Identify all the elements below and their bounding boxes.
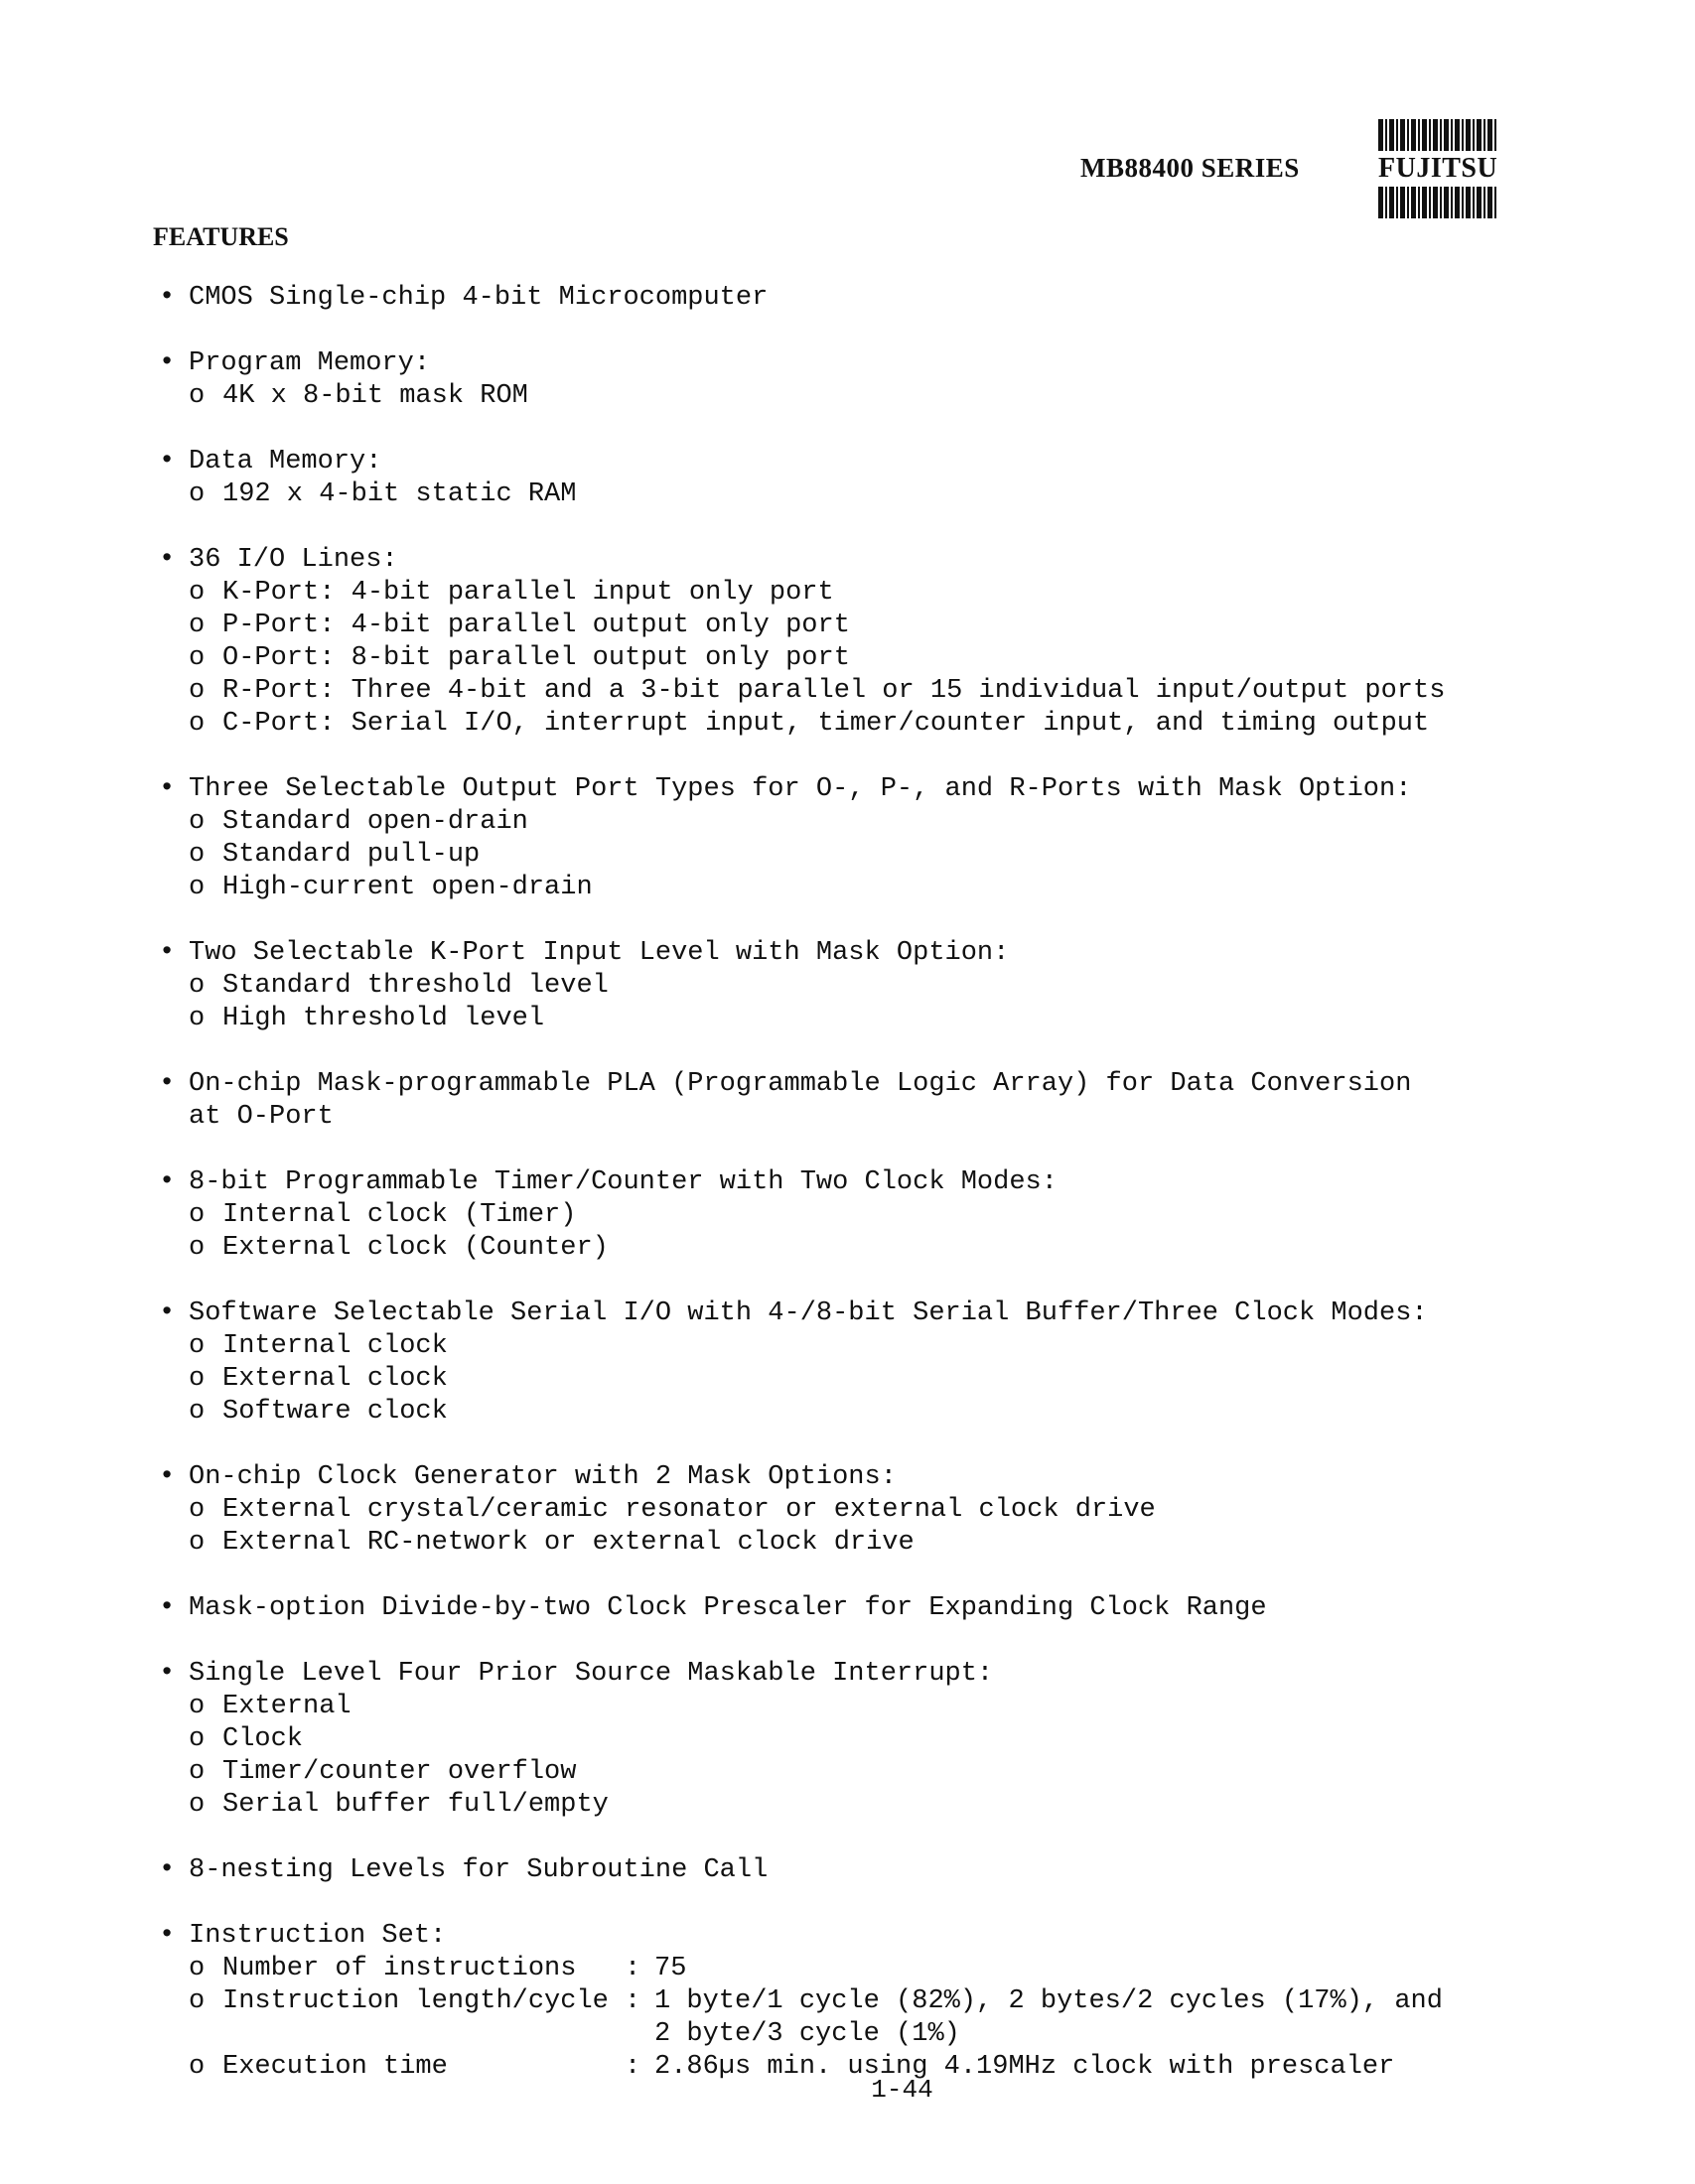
bullet-icon: •	[159, 774, 176, 804]
feature-subitem	[159, 675, 1549, 708]
sub-bullet-icon: o	[189, 1495, 206, 1525]
bullet-icon: •	[159, 1167, 176, 1197]
feature-subitem	[159, 1494, 1549, 1527]
feature-line	[159, 1068, 1549, 1101]
sub-bullet-icon: o	[189, 1528, 206, 1558]
page-number: 1-44	[871, 2075, 933, 2105]
feature-item	[159, 282, 1549, 315]
sub-bullet-icon: o	[189, 1364, 206, 1394]
instruction-label: Execution time	[222, 2052, 448, 2082]
sub-item-text: C-Port: Serial I/O, interrupt input, timer/counter input, and timing output	[222, 709, 1430, 739]
sub-item-text: Standard open-drain	[222, 807, 528, 837]
instruction-colon: :	[625, 1986, 641, 2016]
sub-bullet-icon: o	[189, 479, 206, 509]
feature-subitem	[159, 1396, 1549, 1429]
feature-text: 36 I/O Lines:	[189, 545, 398, 575]
instruction-colon: :	[625, 2052, 641, 2082]
feature-subitem	[159, 1723, 1549, 1756]
instruction-value-continuation: 2 byte/3 cycle (1%)	[654, 2019, 960, 2049]
instruction-row	[159, 1985, 1549, 2018]
sub-item-text: External crystal/ceramic resonator or external clock drive	[222, 1495, 1156, 1525]
feature-text: On-chip Clock Generator with 2 Mask Options:	[189, 1462, 897, 1492]
sub-bullet-icon: o	[189, 676, 206, 706]
feature-item	[159, 1658, 1549, 1822]
sub-item-text: High threshold level	[222, 1004, 545, 1033]
feature-subitem	[159, 1789, 1549, 1822]
feature-line	[159, 1461, 1549, 1494]
feature-item	[159, 446, 1549, 511]
sub-item-text: 4K x 8-bit mask ROM	[222, 381, 528, 411]
sub-bullet-icon: o	[189, 1692, 206, 1721]
sub-bullet-icon: o	[189, 611, 206, 640]
feature-text: 8-nesting Levels for Subroutine Call	[189, 1855, 769, 1885]
sub-item-text: Standard threshold level	[222, 971, 609, 1001]
sub-bullet-icon: o	[189, 709, 206, 739]
sub-item-text: External RC-network or external clock drive	[222, 1528, 915, 1558]
bullet-icon: •	[159, 1069, 176, 1099]
feature-subitem	[159, 839, 1549, 872]
bullet-icon: •	[159, 1593, 176, 1623]
sub-bullet-icon: o	[189, 1954, 206, 1983]
feature-subitem	[159, 806, 1549, 839]
bullet-icon: •	[159, 545, 176, 575]
instruction-value: 2.86µs min. using 4.19MHz clock with prescaler	[654, 2052, 1395, 2082]
bullet-icon: •	[159, 1659, 176, 1689]
feature-line	[159, 1166, 1549, 1199]
logo-brand-text: FUJITSU	[1378, 153, 1498, 184]
bullet-icon: •	[159, 348, 176, 378]
feature-text: Data Memory:	[189, 447, 382, 477]
sub-bullet-icon: o	[189, 1004, 206, 1033]
feature-item-instruction-set	[159, 1920, 1549, 2084]
feature-text: Software Selectable Serial I/O with 4-/8-bit Serial Buffer/Three Clock Modes:	[189, 1298, 1428, 1328]
feature-text: 8-bit Programmable Timer/Counter with Two Clock Modes:	[189, 1167, 1058, 1197]
instruction-value: 75	[654, 1954, 687, 1983]
feature-text: Single Level Four Prior Source Maskable Interrupt:	[189, 1659, 994, 1689]
feature-line	[159, 773, 1549, 806]
feature-line	[159, 937, 1549, 970]
bullet-icon: •	[159, 1298, 176, 1328]
sub-item-text: K-Port: 4-bit parallel input only port	[222, 578, 834, 608]
sub-item-text: P-Port: 4-bit parallel output only port	[222, 611, 850, 640]
sub-item-text: External	[222, 1692, 352, 1721]
feature-item	[159, 1592, 1549, 1625]
feature-subitem	[159, 577, 1549, 610]
feature-item	[159, 1854, 1549, 1887]
sub-item-text: External clock (Counter)	[222, 1233, 609, 1263]
feature-text: CMOS Single-chip 4-bit Microcomputer	[189, 283, 769, 313]
sub-bullet-icon: o	[189, 578, 206, 608]
logo-barcode-top	[1378, 119, 1497, 151]
feature-subitem	[159, 970, 1549, 1003]
features-list	[159, 282, 1549, 2116]
sub-item-text: Standard pull-up	[222, 840, 481, 870]
sub-item-text: Clock	[222, 1724, 304, 1754]
sub-bullet-icon: o	[189, 840, 206, 870]
bullet-icon: •	[159, 1921, 176, 1951]
sub-bullet-icon: o	[189, 643, 206, 673]
feature-text: Three Selectable Output Port Types for O-, P-, and R-Ports with Mask Option:	[189, 774, 1412, 804]
feature-item	[159, 1068, 1549, 1134]
feature-line	[159, 1592, 1549, 1625]
instruction-colon: :	[625, 1954, 641, 1983]
sub-item-text: O-Port: 8-bit parallel output only port	[222, 643, 850, 673]
sub-bullet-icon: o	[189, 1986, 206, 2016]
sub-bullet-icon: o	[189, 971, 206, 1001]
feature-subitem	[159, 872, 1549, 904]
bullet-icon: •	[159, 447, 176, 477]
feature-item	[159, 347, 1549, 413]
feature-item	[159, 937, 1549, 1035]
sub-bullet-icon: o	[189, 1233, 206, 1263]
bullet-icon: •	[159, 1462, 176, 1492]
features-heading: FEATURES	[153, 222, 289, 251]
feature-line	[159, 544, 1549, 577]
feature-subitem	[159, 478, 1549, 511]
sub-bullet-icon: o	[189, 1790, 206, 1820]
feature-subitem	[159, 1199, 1549, 1232]
series-title: MB88400 SERIES	[1080, 153, 1300, 183]
fujitsu-logo	[1378, 119, 1497, 218]
sub-item-text: R-Port: Three 4-bit and a 3-bit parallel or 15 individual input/output ports	[222, 676, 1446, 706]
feature-item	[159, 544, 1549, 741]
sub-bullet-icon: o	[189, 1331, 206, 1361]
sub-bullet-icon: o	[189, 2052, 206, 2082]
feature-line	[159, 1854, 1549, 1887]
bullet-icon: •	[159, 283, 176, 313]
feature-subitem	[159, 1691, 1549, 1723]
feature-line	[159, 446, 1549, 478]
sub-bullet-icon: o	[189, 1757, 206, 1787]
feature-continuation: at O-Port	[189, 1102, 334, 1132]
sub-bullet-icon: o	[189, 1724, 206, 1754]
instruction-label: Number of instructions	[222, 1954, 577, 1983]
feature-subitem	[159, 380, 1549, 413]
feature-subitem	[159, 1003, 1549, 1035]
bullet-icon: •	[159, 1855, 176, 1885]
feature-item	[159, 1297, 1549, 1429]
feature-subitem	[159, 642, 1549, 675]
feature-subitem	[159, 708, 1549, 741]
sub-bullet-icon: o	[189, 1200, 206, 1230]
feature-line	[159, 282, 1549, 315]
feature-line	[159, 1920, 1549, 1953]
feature-item	[159, 1461, 1549, 1560]
sub-bullet-icon: o	[189, 873, 206, 902]
sub-item-text: Serial buffer full/empty	[222, 1790, 609, 1820]
instruction-value: 1 byte/1 cycle (82%), 2 bytes/2 cycles (17%), and	[654, 1986, 1443, 2016]
feature-text: Instruction Set:	[189, 1921, 447, 1951]
feature-subitem	[159, 1756, 1549, 1789]
bullet-icon: •	[159, 938, 176, 968]
instruction-row	[159, 1953, 1549, 1985]
feature-line	[159, 347, 1549, 380]
feature-line	[159, 1658, 1549, 1691]
feature-subitem	[159, 1330, 1549, 1363]
sub-bullet-icon: o	[189, 381, 206, 411]
sub-item-text: Timer/counter overflow	[222, 1757, 577, 1787]
feature-item	[159, 1166, 1549, 1265]
feature-subitem	[159, 1363, 1549, 1396]
feature-line	[159, 1297, 1549, 1330]
logo-barcode-bottom	[1378, 187, 1497, 218]
sub-item-text: External clock	[222, 1364, 448, 1394]
feature-subitem	[159, 1527, 1549, 1560]
feature-text: Program Memory:	[189, 348, 431, 378]
feature-text: Two Selectable K-Port Input Level with Mask Option:	[189, 938, 1010, 968]
sub-bullet-icon: o	[189, 1397, 206, 1427]
sub-item-text: High-current open-drain	[222, 873, 593, 902]
sub-item-text: Internal clock	[222, 1331, 448, 1361]
sub-item-text: Software clock	[222, 1397, 448, 1427]
feature-text: On-chip Mask-programmable PLA (Programmable Logic Array) for Data Conversion	[189, 1069, 1412, 1099]
instruction-label: Instruction length/cycle	[222, 1986, 609, 2016]
feature-subitem	[159, 610, 1549, 642]
feature-item	[159, 773, 1549, 904]
sub-item-text: 192 x 4-bit static RAM	[222, 479, 577, 509]
sub-item-text: Internal clock (Timer)	[222, 1200, 577, 1230]
sub-bullet-icon: o	[189, 807, 206, 837]
feature-subitem	[159, 1232, 1549, 1265]
feature-text: Mask-option Divide-by-two Clock Prescaler for Expanding Clock Range	[189, 1593, 1267, 1623]
